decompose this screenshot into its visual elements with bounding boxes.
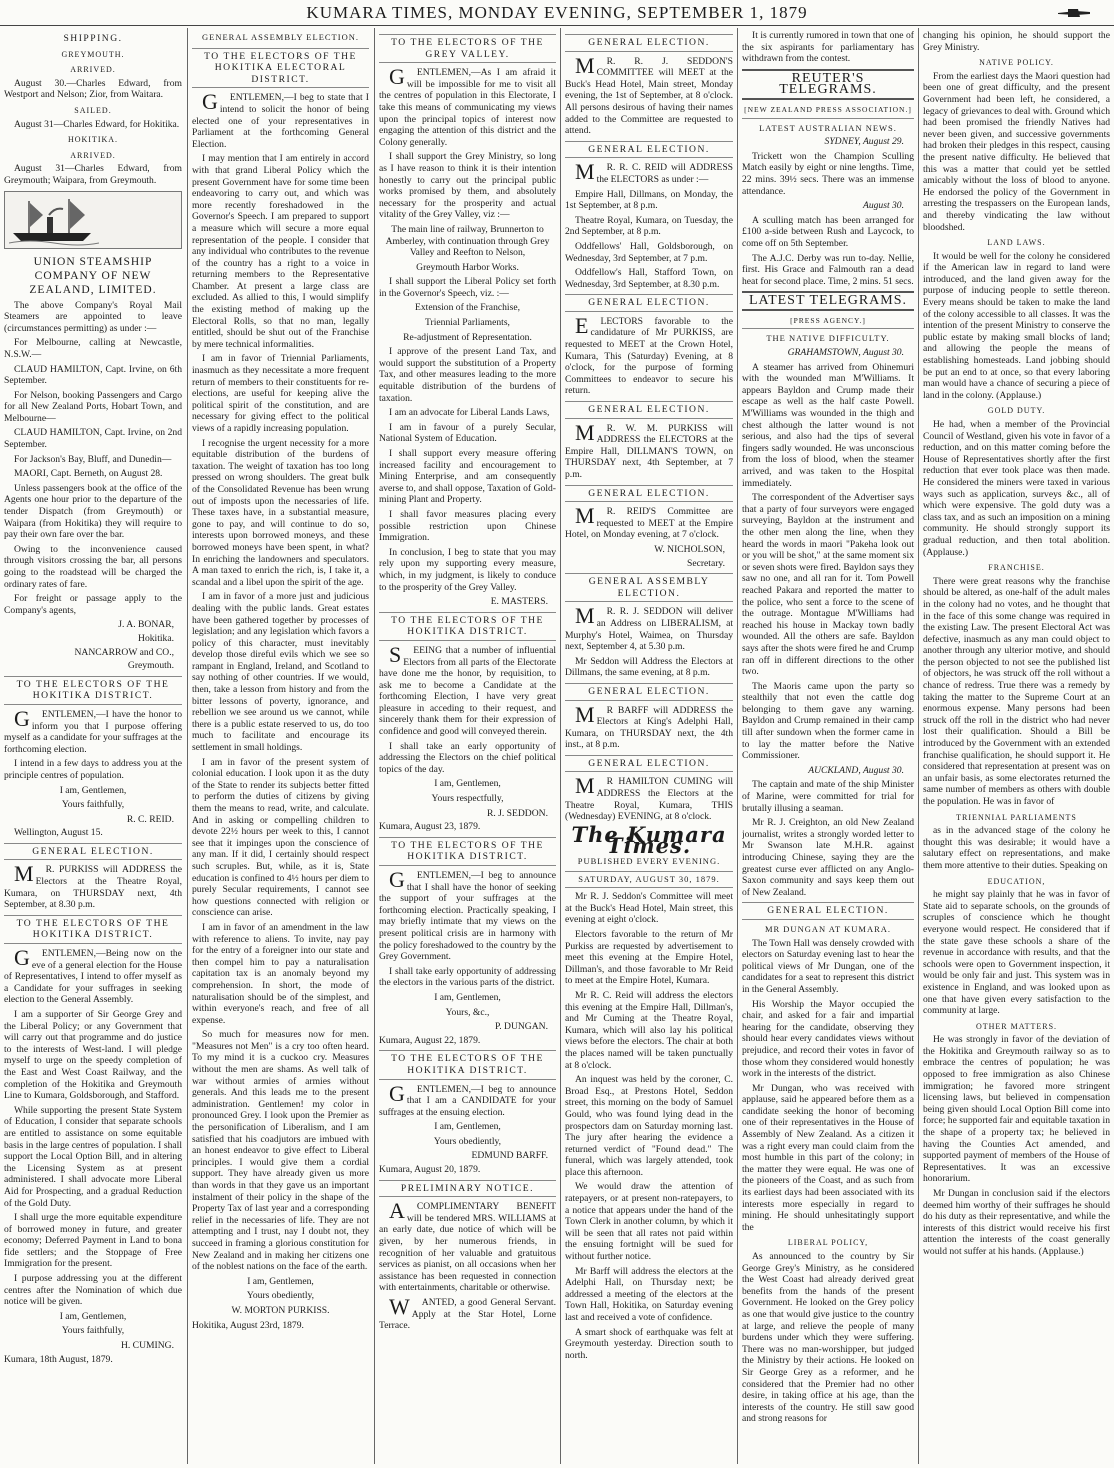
seddon-paragraph: I shall take an early opportunity of addressing the Electors on the chief political topics of the day. [379, 740, 556, 775]
telegram-paragraph: The A.J.C. Derby was run to-day. Nellie, first. His Grace and Falmouth ran a dead heat for second place. Time, 2 mins. 51 secs. [742, 252, 914, 287]
telegram-paragraph: A steamer has arrived from Ohinemuri with the wounded man M'Williams. It appears Bayldon and Crump made their escape as well as the half caste Powell. M'Williams was wounded in the thigh and chest although the latter wound is not serious, and also had the tips of several fingers sadly wounded. He was unconscious from the loss of blood, when the steamer arrived, and was taken to the Hospital immediately. [742, 361, 914, 489]
signature: Yours respectfully, [431, 793, 504, 805]
purkiss-address-title: TO THE ELECTORS OF THE HOKITIKA ELECTORAL DISTRICT. [192, 48, 369, 89]
telegram-dateline: SYDNEY, August 29. [824, 136, 904, 148]
notice-paragraph: ACOMPLIMENTARY BENEFIT will be tendered MRS. WILLIAMS at an early date, due notice of which will be given, by her numerous friends, in recognition of her valuable and gratuitous services as pianist, on all occasions when her assistance has been requested in connection with entertainments, charitable or otherwise. [379, 1198, 556, 1294]
general-election-title: GENERAL ELECTION. [565, 34, 733, 52]
report-paragraph: His Worship the Mayor occupied the chair, and asked for a fair and impartial hearing for the candidate, observing they should hear every candidates views without prejudice, and record their votes in favor of those whom they considered would honestly work in the interests of the district. [742, 998, 914, 1080]
native-difficulty-title: THE NATIVE DIFFICULTY. [766, 333, 890, 344]
dateline: Kumara, 18th August, 1879. [4, 1353, 113, 1365]
general-election-title: GENERAL ELECTION. [565, 141, 733, 159]
column-rule [737, 28, 738, 1464]
purkiss-paragraph: I am in favor of an amendment in the law with reference to aliens. To invite, nay pay for the entry of a foreigner into our state and then compel him to pay a naturalisation capitation tax is an anomaly beyond my comprehension. In short, the mode of naturalisation should be of the simplest, and within everyone's reach, and free of all expense. [192, 921, 369, 1026]
native-policy-subhead: NATIVE POLICY. [979, 58, 1054, 68]
masters-paragraph: I shall favor measures placing every possible restriction upon Chinese Immigration. [379, 508, 556, 544]
column-2 [192, 30, 369, 1462]
other-matters-subhead: OTHER MATTERS. [975, 1021, 1058, 1031]
signature: R. C. REID. [126, 813, 174, 825]
masters-paragraph: I shall support the Grey Ministry, so long as I have reason to think it is their intention honestly to carry out the principal public works promised by them, and absolutely necessary for the prosperity and actual vitality of the Grey Valley, viz :— [379, 151, 556, 221]
land-laws-subhead: LAND LAWS. [987, 238, 1046, 248]
advert-paragraph: Oddfellow's Hall, Stafford Town, on Wednesday, 3rd September, at 8.30 p.m. [565, 267, 733, 290]
masters-paragraph: The main line of railway, Brunnerton to Amberley, with continuation through Grey Valley and Reefton to Nelson, [385, 223, 550, 259]
news-paragraph: We would draw the attention of ratepayers, or at present non-ratepayers, to a notice that appears under the hand of the Town Clerk in another column, by which it will be seen that all rates not paid within the ensuing fortnight will be sued for without further notice. [565, 1181, 733, 1263]
general-assembly-election-title: GENERAL ASSEMBLY ELECTION. [565, 573, 733, 602]
union-paragraph: CLAUD HAMILTON, Capt. Irvine, on 6th September. [4, 363, 182, 387]
report-paragraph: Mr Dungan in conclusion said if the electors deemed him worthy of their suffrages he should do his duty as their representative, and while the interests of this district would receive his first attention the interests of the coast generally would not suffer at his hands. (Applause.) [923, 1188, 1110, 1257]
telegram-paragraph: The captain and mate of the ship Minister of Marine, were committed for trial for brutally illusing a seaman. [742, 779, 914, 814]
news-paragraph: A smart shock of earthquake was felt at Greymouth yesterday. Direction south to north. [565, 1326, 733, 1361]
general-election-title: GENERAL ELECTION. [565, 294, 733, 312]
masters-paragraph: I am an advocate for Liberal Lands Laws, [389, 407, 550, 419]
dateline: Hokitika, August 23rd, 1879. [192, 1319, 304, 1331]
masters-paragraph: I am in favour of a purely Secular, National System of Education. [379, 421, 556, 445]
union-paragraph: For Nelson, booking Passengers and Cargo for all New Zealand Ports, Hobart Town, and Melbourne— [4, 389, 182, 424]
masters-paragraph: I approve of the present Land Tax, and would support the substitution of a Property Tax, and other measures leading to the more equitable distribution of the burdens of taxation. [379, 346, 556, 404]
press-agency-label: [PRESS AGENCY.] [742, 315, 914, 330]
signature: R. J. SEDDON. [486, 807, 548, 819]
union-paragraph: For freight or passage apply to the Company's agents, [4, 593, 182, 616]
report-paragraph: There were great reasons why the franchise should be altered, as one-half of the adult males in the colony had no votes, and he thought that in the face of this some change was required in the existing Law. The present Electoral Act was defective, inasmuch as any man could object to another through any ulterior motive, and should the person objected to not see the published list of objectors, he was struck off the roll without a chance of redress. True there was a remedy by taking the matter to the Supreme Court at an enormous expense. Many persons had been struck off the roll in the district who had never lost their qualification. Should a Bill be introduced by the Government with an extended franchise qualification, he should support it. He considered that representation at present was on an unfair basis, as some electorates returned the same number of members as others with double the population. He was in favor of [923, 575, 1110, 807]
reuters-telegrams-title: REUTER'S TELEGRAMS. [742, 69, 914, 100]
general-election-title: GENERAL ELECTION. [565, 683, 733, 701]
education-subhead: EDUCATION, [987, 876, 1046, 886]
advert-paragraph: Oddfellows' Hall, Goldsborough, on Wednesday, 3rd September, at 7 p.m. [565, 240, 733, 264]
barff-paragraph: GENTLEMEN,—I beg to announce that I am a CANDIDATE for your suffrages at the ensuing election. [379, 1080, 556, 1118]
purkiss-paragraph: I may mention that I am entirely in accord with that grand Liberal Policy which the present Government have for some time been endeavoring to carry out, and which was more recently foreshadowed in the Governor's Speech. I am prepared to support a measure which will secure a more equal representation of the people. I consider that any individual who contributes to the revenue of the country has a right to a voice in returning members to the Representative Chamber. At present a large class are excluded. As allied to this, I would simplify the existing method of making up the Electoral Rolls, so that no man, legally entitled, should be shut out of the Franchise by mere technical informalities. [192, 153, 369, 350]
report-paragraph: he might say plainly that he was in favor of State aid to separate schools, on the grounds of scruples of conscience which he thought everyone would respect. He considered that if the state gave these schools a share of the revenue in accordance with results, and that the schools were open to Government inspection, it would be only fair and just. This system was in existence in England, and was looked upon as one that have given every satisfaction to the community at large. [923, 889, 1110, 1017]
general-election-title: GENERAL ELECTION. [742, 902, 914, 920]
report-paragraph: It would be well for the colony he considered if the American law in regard to land were introduced, and the land given away for the purpose of inducing people to settle thereon. Every means should be taken to make the land of the colony accessible to all classes. It was the intention of the present Ministry to conserve the public estate by making small blocks of land; and allowing the people the means of establishing homesteads. Land jobbing should be put an end to at once, so that every laboring man would have a chance of securing a piece of land in the colony. (Applause.) [923, 250, 1110, 401]
signature: Yours faithfully, [61, 799, 125, 811]
cuming-paragraph: I purpose addressing you at the different centres after the Nomination of which due notice will be given. [4, 1273, 182, 1308]
union-paragraph: MAORI, Capt. Berneth, on August 28. [14, 468, 163, 480]
masters-paragraph: Triennial Parliaments, [425, 317, 510, 329]
signature: Secretary. [687, 557, 725, 569]
news-paragraph: Mr Barff will address the electors at the Adelphi Hall, on Thursday next; be addressed a meeting of the electors at the Town Hall, Hokitika, on Saturday evening last and received a vote of confidence. [565, 1265, 733, 1323]
masthead [0, 0, 1114, 26]
issue-dateline: SATURDAY, AUGUST 30, 1879. [565, 871, 733, 889]
signature: I am, Gentlemen, [434, 991, 501, 1003]
dungan-paragraph: I shall take early opportunity of addressing the electors in the various parts of the district. [379, 965, 556, 989]
advert-paragraph: Theatre Royal, Kumara, on Tuesday, the 2nd September, at 8 p.m. [565, 214, 733, 238]
column-rule [374, 28, 375, 1464]
dateline: Kumara, August 22, 1879. [379, 1034, 481, 1046]
general-election-title: GENERAL ELECTION. [565, 755, 733, 773]
shipping-entry: August 30.—Charles Edward, from Westport and Nelson; Zior, from Waitara. [4, 77, 182, 101]
steamship-illustration [4, 191, 182, 249]
signature: W. NICHOLSON, [654, 543, 725, 555]
general-election-title: GENERAL ELECTION. [4, 843, 182, 861]
cuming-paragraph: While supporting the present State System of Education, I consider that separate schools are entitled to assistance on some equitable basis in the large centres of population. I shall support the Local Option Bill, and in altering the Licensing System as at present administered. I shall advocate more Liberal Aid for Prospecting, and a gradual Reduction of the Gold Duty. [4, 1104, 182, 1209]
franchise-subhead: FRANCHISE. [988, 563, 1045, 573]
masters-paragraph: I shall support the Liberal Policy set forth in the Governor's Speech, viz. :— [379, 276, 556, 299]
cuming-paragraph: I am a supporter of Sir George Grey and the Liberal Policy; or any Government that will carry out that programme and do justice to the interests of West-land. I will pledge myself to urge on the speedy completion of the East and West Coast Railway, and the completion of the Hokitika and Greymouth Line to Kumara, Goldsborough, and Stafford. [4, 1009, 182, 1102]
australian-news-title: LATEST AUSTRALIAN NEWS. [759, 122, 897, 133]
advert-paragraph: ELECTORS favorable to the candidature of Mr PURKISS, are requested to MEET at the Crown Hotel, Kumara, This (Saturday) Evening, at 8 o'clock, for the purpose of forming Committees to endeavor to secure his return. [565, 312, 733, 397]
union-paragraph: Owing to the inconvenience caused through visitors crossing the bar, all persons going to the roadstead will be charged the ordinary rates of fare. [4, 543, 182, 590]
news-paragraph: Mr R. C. Reid will address the electors this evening at the Empire Hall, Dillman's, and Mr Cuming at the Theatre Royal, Kumara, which will also lay his political views before the electors. The chair at both the places named will be taken punctually at 8 o'clock. [565, 989, 733, 1071]
sailed-label: SAILED. [74, 105, 112, 115]
purkiss-paragraph: GENTLEMEN,—I beg to state that I intend to solicit the honor of being elected one of your representatives in Parliament at the forthcoming General Election. [192, 89, 369, 150]
telegram-paragraph: A sculling match has been arranged for £100 a-side between Rush and Laycock, to come off on 5th September. [742, 214, 914, 249]
section-title: GENERAL ASSEMBLY ELECTION. [202, 32, 359, 42]
masters-paragraph: Greymouth Harbor Works. [416, 261, 519, 273]
general-election-title: GENERAL ELECTION. [565, 401, 733, 419]
signature: Yours obediently, [246, 1290, 315, 1302]
general-election-title: GENERAL ELECTION. [565, 485, 733, 503]
signature: I am, Gentlemen, [247, 1275, 314, 1287]
preliminary-notice-title: PRELIMINARY NOTICE. [379, 1180, 556, 1198]
news-paragraph: Mr R. J. Seddon's Committee will meet at the Buck's Head Hotel, Main street, this evening at eight o'clock. [565, 891, 733, 926]
arrived-label: ARRIVED. [70, 65, 116, 75]
union-paragraph: CLAUD HAMILTON, Capt. Irvine, on 2nd September. [4, 427, 182, 451]
column-5 [742, 30, 914, 1462]
seddon-paragraph: SEEING that a number of influential Electors from all parts of the Electorate have done me the honor, by requisition, to ask me to become a Candidate at the forthcoming Election, I have very great pleasure in acceding to their request, and sincerely thank them for their expression of confidence and good will conveyed therein. [379, 641, 556, 738]
report-paragraph: Mr Dungan, who was received with applause, said he appeared before them as a candidate seeking the honor of becoming one of their representatives in the House of Assembly of New Zealand. As a citizen it was a right every man could claim from the most humble in this part of the colony; in the matter they were equal. He was one of the pioneers of the Coast, and as such from its earliest days had been associated with its interests more especially in regard to mining. He should unhesitatingly support the [742, 1082, 914, 1233]
report-paragraph: changing his opinion, he should support the Grey Ministry. [923, 30, 1110, 53]
column-6 [923, 30, 1110, 1462]
wanted-advert: WANTED, a good General Servant. Apply at the Star Hotel, Lorne Terrace. [379, 1294, 556, 1332]
purkiss-paragraph: I recognise the urgent necessity for a more equitable distribution of the burdens of taxation. The weight of taxation has too long pressed on wrong shoulders. The great bulk of the Consolidated Revenue has been wrung out of imposts upon the necessaries of life. These taxes have, in a substantial measure, gone to pay, and will continue to do so, interests upon borrowed moneys, and these borrowed moneys have been spent, in what? In enriching the landowners and speculators. A man taxed to enrich the rich, is, I take it, a scandal and a libel upon the spirit of the age. [192, 437, 369, 588]
cuming-address-title: TO THE ELECTORS OF THE HOKITIKA DISTRICT. [4, 915, 182, 944]
newspaper-nameplate: The Kumara Times. [571, 821, 727, 859]
triennial-parliaments-subhead: TRIENNIAL PARLIAMENTS [956, 812, 1077, 822]
seddon-address-title: TO THE ELECTORS OF THE HOKITIKA DISTRICT. [379, 612, 556, 641]
advert-paragraph: Empire Hall, Dillmans, on Monday, the 1st September, at 8 p.m. [565, 188, 733, 212]
barff-address-title: TO THE ELECTORS OF THE HOKITIKA DISTRICT. [379, 1050, 556, 1079]
report-paragraph: He was strongly in favor of the deviation of the Hokitika and Greymouth railway so as to embrace the centres of population; he was opposed to free immigration as also Chinese immigration; he favored more stringent licensing laws, but believed in compensation being given should Local Option Bill come into force; he supported fair and equitable taxation in the shape of a property tax; he believed in having the Counties Act amended, and supported payment of members of the House of Representatives. It was an excessive honorarium. [923, 1034, 1110, 1185]
press-association-label: [NEW ZEALAND PRESS ASSOCIATION.] [742, 104, 914, 119]
advert-paragraph: MR. R. J. SEDDON'S COMMITTEE will MEET at the Buck's Head Hotel, Main street, Monday evening, the 1st of September, at 8 o'clock. All persons desirous of having their names added to the Committee are requested to attend. [565, 52, 733, 137]
signature: I am, Gentlemen, [59, 784, 127, 796]
gold-duty-subhead: GOLD DUTY. [987, 406, 1046, 416]
shipping-title: SHIPPING. [63, 33, 123, 44]
dungan-address-title: TO THE ELECTORS OF THE HOKITIKA DISTRICT. [379, 837, 556, 866]
published-line: PUBLISHED EVERY EVENING. [577, 856, 721, 867]
signature: Greymouth. [127, 660, 174, 672]
advert-paragraph: MR. R. J. SEDDON will deliver an Address on LIBERALISM, at Murphy's Hotel, Waimea, on Thursday next, September 4, at 5.30 p.m. [565, 603, 733, 653]
report-paragraph: From the earliest days the Maori question had been one of great difficulty, and the present Government had been left, he considered, a legacy of grievances to deal with. Ground which had been promised the friendly Natives had never been given, and successive governments had broken their pledges in this respect, causing the present native difficulty. He believed that this was a matter that could yet be settled amicably without the loss of blood to anyone. He endorsed the policy of the Government in arresting the trespassers on the European lands, and thereby vindicating the law without bloodshed. [923, 70, 1110, 233]
advert-paragraph: MR. PURKISS will ADDRESS the Electors at the Theatre Royal, Kumara, on THURSDAY next, 4th September, at 8.30 p.m. [4, 861, 182, 911]
port-hokitika: HOKITIKA. [67, 135, 119, 145]
masters-paragraph: I shall support every measure offering increased facility and encouragement to Mining Enterprise, and am consequently averse to, and shall oppose, Taxation of Gold-mining Plant and Property. [379, 448, 556, 506]
masters-paragraph: GENTLEMEN,—As I am afraid it will be impossible for me to visit all the centres of population in this Electorate, I take this means of communicating my views upon the principal topics of interest now engaging the attention of this district and the Colony generally. [379, 64, 556, 148]
cuming-paragraph: I shall urge the more equitable expenditure of borrowed money in future, and greater economy; Deferred Payment in Land to bona fide settlers; and the Stoppage of Free Immigration for the present. [4, 1212, 182, 1270]
signature: NANCARROW and CO., [74, 646, 174, 658]
report-paragraph: The Town Hall was densely crowded with electors on Saturday evening last to hear the political views of Mr Dungan, one of the candidates for a seat to represent this district in the General Assembly. [742, 937, 914, 995]
telegram-paragraph: Mr R. J. Creighton, an old New Zealand journalist, writes a strongly worded letter to Mr Swanson late M.H.R. against introducing Chinese, saying they are the greatest curse ever afflicted on any Anglo-Saxon community and says keep them out of New Zealand. [742, 817, 914, 898]
signature: I am, Gentlemen, [59, 1310, 127, 1322]
union-steamship-title: UNION STEAMSHIP COMPANY OF NEW ZEALAND, LIMITED. [29, 255, 157, 296]
steamship-icon [9, 195, 99, 247]
advert-paragraph: MR. R. C. REID will ADDRESS the ELECTORS as under :— [575, 159, 733, 185]
telegram-dateline: AUCKLAND, August 30. [808, 764, 904, 776]
signature: I am, Gentlemen, [434, 1121, 501, 1133]
advert-paragraph: Mr Seddon will Address the Electors at Dillmans, the same evening, at 8 p.m. [565, 655, 733, 679]
telegram-dateline: August 30. [862, 200, 904, 212]
telegram-paragraph: Trickett won the Champion Sculling Match easily by eight or nine lengths. Time, 22 mins. 39½ secs. There was an immense attendance. [742, 150, 914, 197]
signature: P. DUNGAN. [494, 1021, 548, 1033]
masters-address-title: TO THE ELECTORS OF THE GREY VALLEY. [379, 34, 556, 63]
signature: I am, Gentlemen, [434, 778, 501, 790]
port-greymouth: GREYMOUTH. [61, 49, 125, 59]
masters-paragraph: Re-adjustment of Representation. [403, 331, 532, 343]
latest-telegrams-title: LATEST TELEGRAMS. [742, 291, 914, 311]
column-rule [560, 28, 561, 1464]
signature: J. A. BONAR, [118, 619, 174, 631]
news-paragraph: It is currently rumored in town that one of the six aspirants for parliamentary has withdrawn from the contest. [742, 30, 914, 65]
union-paragraph: For Jackson's Bay, Bluff, and Dunedin— [14, 453, 172, 465]
masters-paragraph: Extension of the Franchise, [415, 302, 520, 314]
signature: Yours faithfully, [61, 1325, 125, 1337]
signature: W. MORTON PURKISS. [231, 1304, 330, 1316]
signature: H. CUMING. [120, 1340, 174, 1352]
advert-paragraph: MR HAMILTON CUMING will ADDRESS the Electors at the Theatre Royal, Kumara, THIS (Wednesday) EVENING, at 8 o'clock. [565, 773, 733, 823]
dateline: Kumara, August 20, 1879. [379, 1164, 481, 1176]
union-paragraph: The above Company's Royal Mail Steamers are appointed to leave (circumstances permitting) as under :— [4, 299, 182, 334]
advert-paragraph: MR BARFF will ADDRESS the Electors at King's Adelphi Hall, Kumara, on THURSDAY next, the 4th inst., at 8 p.m. [565, 701, 733, 751]
column-3 [379, 30, 556, 1462]
shipping-entry: August 31—Charles Edward, for Hokitika. [14, 118, 180, 130]
dungan-paragraph: GENTLEMEN,—I beg to announce that I shall have the honor of seeking the support of your suffrages at the forthcoming election. Practically speaking, I may briefly intimate that my views on the present political crisis are in harmony with the policy foreshadowed to the country by the Grey Government. [379, 867, 556, 963]
dateline: Wellington, August 15. [14, 827, 103, 839]
dungan-at-kumara-title: MR DUNGAN AT KUMARA. [764, 923, 892, 934]
purkiss-paragraph: I am in favor of Triennial Parliaments, inasmuch as they necessitate a more frequent return of members to their constituents for re-elections, are useful for keeping alive the political spirit of the constitution, and are necessary for giving effect to the political views of a rapidly increasing population. [192, 353, 369, 434]
purkiss-paragraph: I am in favor of a more just and judicious dealing with the public lands. Great estates have been gathered together by processes of legislation; and any legislation which favors a policy of this character, must inevitably develop those direful evils which we see so rampant in England, Ireland, and Scotland to say nothing of other countries. If we would, then, take a lesson from history and from the bitter lessons of poverty, ignorance, and rebellion we see around us we cannot, while there is a public estate reserved to us, do too much to facilitate and encourage its settlement in small holdings. [192, 591, 369, 754]
advert-paragraph: MR. W. M. PURKISS will ADDRESS the ELECTORS at the Empire Hall, DILLMAN'S TOWN, on THURSDAY next, 4th September, at 7 p.m. [565, 419, 733, 480]
news-paragraph: Electors favorable to the return of Mr Purkiss are requested by advertisement to meet this evening at the Empire Hotel, Dillman's, and those favorable to Mr Reid to meet at the Empire Hotel, Kumara. [565, 929, 733, 987]
pointing-hand-icon [1056, 7, 1092, 19]
reid-address-title: TO THE ELECTORS OF THE HOKITIKA DISTRICT. [4, 676, 182, 705]
report-paragraph: He had, when a member of the Provincial Council of Westland, given his vote in favor of a reduction, and on this matter coming before the House of Representatives shortly after the first reduction that ever took place was then made. He considered the miners were taxed in various ways such as application, surveys &c., all of which were expensive. The gold duty was a class tax, and as such an imposition on a mining community. He should strongly support its gradual reduction, and then total abolition. (Applause.) [923, 419, 1110, 558]
masters-paragraph: In conclusion, I beg to state that you may rely upon my supporting every measure, which, in my judgment, is likely to conduce to the prosperity of the Grey Valley. [379, 546, 556, 593]
shipping-entry: August 31—Charles Edward, from Greymouth; Waipara, from Greymouth. [4, 163, 182, 186]
advert-paragraph: MR. REID'S Committee are requested to MEET at the Empire Hotel, on Monday evening, at 7 o'clock. [565, 503, 733, 541]
dateline: Kumara, August 23, 1879. [379, 821, 481, 833]
purkiss-paragraph: I am in favor of the present system of colonial education. I look upon it as the duty of the State to render its subjects better fitted to perform the duties of citizens by giving them the means to read, write, and calculate. And in asking or compelling children to devote 22½ hours per week to this, I cannot see that it impinges upon the conscience of any man. If it did, I certainly should respect such scruples. But, while, as it is, State education is confined to 4½ hours per diem to purely Secular requirements, I cannot see how questions connected with religion or conscience can arise. [192, 756, 369, 919]
telegram-paragraph: The Maoris came upon the party so stealthily that not even the cattle dog belonging to them gave any warning. Bayldon and Crump remained in their camp till after sundown when the former came in to lay the matter before the Native Commissioner. [742, 680, 914, 762]
liberal-policy-subhead: LIBERAL POLICY, [787, 1238, 869, 1248]
signature: Hokitika. [138, 632, 174, 644]
cuming-paragraph: GENTLEMEN,—Being now on the eve of a general election for the House of Representatives, I intend to offer myself as a Candidate for your suffrages in seeking election to the General Assembly. [4, 945, 182, 1006]
report-paragraph: as in the advanced stage of the colony he thought this was desirable; it would have a salutary effect on representations, and make them more attentive to their duties. Speaking on [923, 825, 1110, 871]
reid-paragraph: GENTLEMEN,—I have the honor to inform you that I purpose offering myself as a candidate for your suffrages at the forthcoming election. [4, 705, 182, 755]
union-paragraph: For Melbourne, calling at Newcastle, N.S.W.— [4, 337, 182, 360]
report-paragraph: As announced to the country by Sir George Grey's Ministry, as he considered the West Coast had already derived great benefits from the hands of the present Government. He looked on the Grey policy as one that would give justice to the country at large, and relieve the people of many burdens under which they were suffering. There was no man-worshipper, but judged the Ministry by their actions. He looked on Sir George Grey as a reformer, and he considered that the Premier had no other desire, in taking office at his age, than the interests of the country. He still saw good and strong reasons for [742, 1251, 914, 1425]
telegram-paragraph: The correspondent of the Advertiser says that a party of four surveyors were engaged surveying, Bayldon at the instrument and the other men along the line, when they heard the words in maori "Pakeha look out or you will be shot," at the same moment six or seven shots were fired. Bayldon says they saw no one, and all ran for it. Tom Powell reached Pakara and reported the matter to the police, who sent a force to the scene of the outrage. Montague M'Williams had reached his house in Mackay town badly wounded. All the others are safe. Bayldon says after the shots were fired he and Crump ran off in different directions to the other two. [742, 492, 914, 678]
column-4 [565, 30, 733, 1462]
column-1 [4, 30, 182, 1462]
signature: Yours, &c., [445, 1006, 490, 1018]
signature: E. MASTERS. [490, 596, 548, 608]
arrived-label: ARRIVED. [70, 150, 116, 160]
news-paragraph: An inquest was held by the coroner, C. Broad Esq., at Prestons Hotel, Seddon street, this morning on the body of Samuel Gould, who was found lying dead in the prospectors dam on Saturday morning last. The jury after hearing the evidence a returned verdict of "Found dead." The funeral, which was largely attended, took place this afternoon. [565, 1074, 733, 1178]
purkiss-paragraph: So much for measures now for men. "Measures not Men" is a cry too often heard. To my mind it is a cuckoo cry. Measures without the men are shams. As well talk of war without armies of armies without generals. And this leads me to the present administration. Gentlemen! my color in pronounced Grey. I look upon the Premier as the personification of Liberalism, and I am satisfied that his coadjutors are imbued with an honest endeavor to give effect to Liberal principles. I would give them a cordial support. They have already given us more than words in that they gave us an important instalment of their policy in the shape of the Property Tax of last year and a corresponding relief in the necessaries of life. They are not attempting and I trust, nay I doubt not, they succeed in framing a glorious constitution for New Zealand and in making her citizens one of the noblest nations on the face of the earth. [192, 1029, 369, 1273]
signature: EDMUND BARFF. [471, 1150, 548, 1162]
masthead-title: KUMARA TIMES, MONDAY EVENING, SEPTEMBER 1, 1879 [306, 3, 808, 22]
union-paragraph: Unless passengers book at the office of the Agents one hour prior to the departure of the tender Dispatch (from Greymouth) or Waipara (from Hokitika) they will require to pay their own fare over the bar. [4, 482, 182, 541]
column-rule [918, 28, 919, 1464]
column-rule [187, 28, 188, 1464]
signature: Yours obediently, [433, 1135, 502, 1147]
reid-paragraph: I intend in a few days to address you at the principle centres of population. [4, 758, 182, 781]
telegram-dateline: GRAHAMSTOWN, August 30. [787, 347, 904, 359]
